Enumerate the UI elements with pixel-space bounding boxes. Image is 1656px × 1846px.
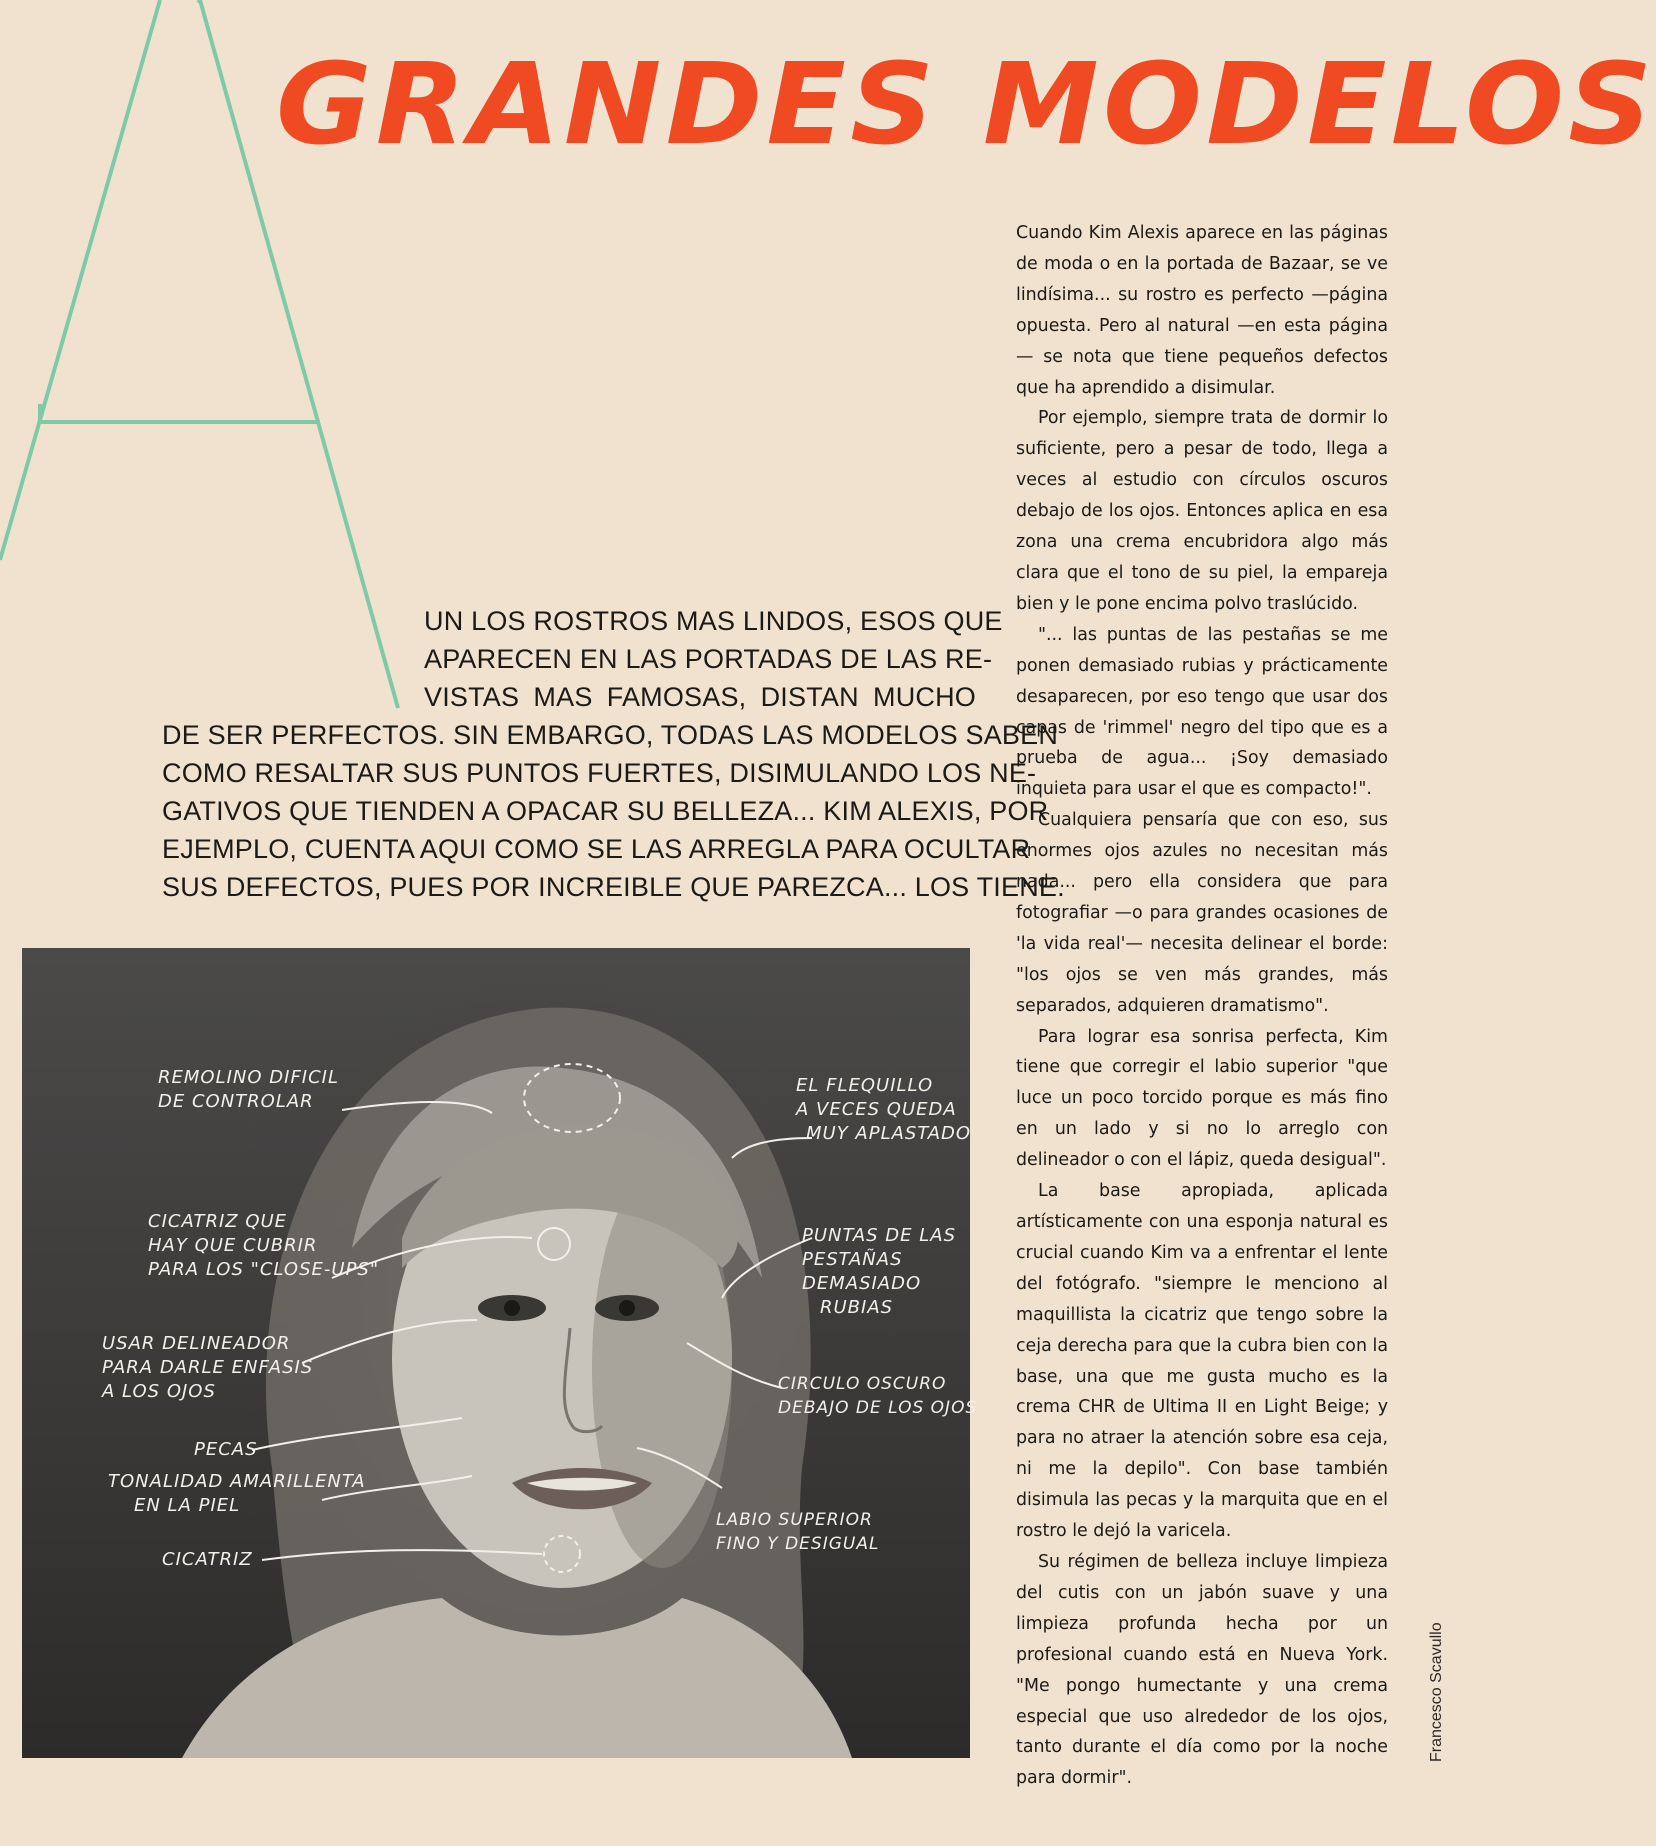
annotation-line: CICATRIZ QUE — [148, 1211, 288, 1232]
annotation-line: PESTAÑAS — [802, 1249, 903, 1270]
body-paragraph: Cuando Kim Alexis aparece en las páginas de moda o en la portada de Bazaar, se ve lindísima... su rostro es perfecto —página opuesta. Pero al natural —en esta página— se nota que tiene pequeños defectos que ha aprendido a disimular. — [1016, 223, 1388, 398]
annotation-lashes — [802, 1224, 956, 1320]
annotation-line: CICATRIZ — [162, 1549, 253, 1570]
annotation-line: PARA LOS "CLOSE-UPS" — [148, 1259, 380, 1280]
annotation-eyeliner — [102, 1332, 313, 1404]
body-paragraph: "... las puntas de las pestañas se me ponen demasiado rubias y prácticamente desaparecen, por eso tengo que usar dos capas de 'rimmel' negro del tipo que es a prueba de agua... ¡Soy demasiado inquieta para usar el que es compacto!". — [1016, 624, 1388, 800]
annotation-line: TONALIDAD AMARILLENTA — [108, 1471, 366, 1492]
annotation-line: HAY QUE CUBRIR — [148, 1235, 318, 1256]
lead-paragraph-full — [162, 716, 1065, 906]
annotation-line: FINO Y DESIGUAL — [716, 1534, 880, 1554]
annotation-line: REMOLINO DIFICIL — [158, 1067, 340, 1088]
body-paragraph: La base apropiada, aplicada artísticamente con una esponja natural es crucial cuando Kim va a enfrentar el lente del fotógrafo. "siempre le menciono al maquillista la cicatriz que tengo sobre la ceja derecha para que la cubra bien con la base, una que me gusta mucho es la crema CHR de Ultima II en Light Beige; y para no atraer la atención sobre esa ceja, ni me la depilo". Con base también disimula las pecas y la marquita que en el rostro le dejó la varicela. — [1016, 1181, 1388, 1542]
lead-line: UN LOS ROSTROS MAS LINDOS, ESOS QUE — [424, 606, 1003, 636]
annotation-upper-lip — [716, 1508, 879, 1556]
model-portrait-photo — [22, 948, 978, 1758]
lead-line: VISTAS MAS FAMOSAS, DISTAN MUCHO — [424, 682, 976, 712]
annotation-line: DEBAJO DE LOS OJOS — [778, 1398, 978, 1418]
right-pupil — [619, 1300, 635, 1316]
annotation-dark-circles — [778, 1372, 977, 1420]
annotation-scar-brow — [148, 1210, 379, 1282]
lead-line: EJEMPLO, CUENTA AQUI COMO SE LAS ARREGLA PARA OCULTAR — [162, 834, 1031, 864]
annotation-line: PUNTAS DE LAS — [802, 1225, 957, 1246]
left-pupil — [504, 1300, 520, 1316]
annotation-line: PECAS — [194, 1439, 258, 1460]
lead-line: GATIVOS QUE TIENDEN A OPACAR SU BELLEZA... KIM ALEXIS, POR — [162, 796, 1049, 826]
annotation-line: RUBIAS — [820, 1297, 894, 1318]
lead-paragraph-short — [424, 602, 1003, 716]
annotation-line: A VECES QUEDA — [796, 1099, 957, 1120]
annotation-line: CIRCULO OSCURO — [778, 1374, 947, 1394]
annotation-line: EL FLEQUILLO — [796, 1075, 934, 1096]
body-paragraph: Cualquiera pensaría que con eso, sus enormes ojos azules no necesitan más nada... pero ella considera que para fotografiar —o para grandes ocasiones de 'la vida real'— necesita delinear el borde: "los ojos se ven más grandes, más separados, adquieren dramatismo". — [1016, 810, 1388, 1016]
annotation-line: PARA DARLE ENFASIS — [102, 1357, 314, 1378]
annotation-line: A LOS OJOS — [102, 1381, 216, 1402]
annotation-scar-chin — [162, 1548, 253, 1572]
annotation-bangs — [796, 1074, 971, 1146]
lead-line: APARECEN EN LAS PORTADAS DE LAS RE- — [424, 644, 993, 674]
annotation-line: DE CONTROLAR — [158, 1091, 314, 1112]
body-paragraph: Su régimen de belleza incluye limpieza del cutis con un jabón suave y una limpieza profunda hecha por un profesional cuando está en Nueva York. "Me pongo humectante y una crema especial que uso alrededor de los ojos, tanto durante el día como por la noche para dormir". — [1016, 1551, 1388, 1789]
annotation-yellow-skin — [108, 1470, 366, 1518]
annotation-freckles — [194, 1438, 258, 1462]
dropcap-left-stroke — [0, 0, 160, 560]
annotation-line: MUY APLASTADO — [806, 1123, 972, 1144]
annotation-line: LABIO SUPERIOR — [716, 1510, 873, 1530]
annotation-line: EN LA PIEL — [134, 1495, 241, 1516]
article-body-column — [1016, 218, 1388, 1794]
annotation-line: DEMASIADO — [802, 1273, 922, 1294]
body-paragraph: Para lograr esa sonrisa perfecta, Kim tiene que corregir el labio superior "que luce un poco torcido porque es más fino en un lado y si no lo arreglo con delineador o con el lápiz, queda desigual". — [1016, 1026, 1388, 1171]
annotation-line: USAR DELINEADOR — [102, 1333, 291, 1354]
annotation-cowlick — [158, 1066, 339, 1114]
lead-line: SUS DEFECTOS, PUES POR INCREIBLE QUE PAREZCA... LOS TIENE. — [162, 872, 1065, 902]
body-paragraph: Por ejemplo, siempre trata de dormir lo suficiente, pero a pesar de todo, llega a veces al estudio con círculos oscuros debajo de los ojos. Entonces aplica en esa zona una crema encubridora algo más clara que el tono de su piel, la empareja bien y le pone encima polvo traslúcido. — [1016, 408, 1388, 614]
lead-line: DE SER PERFECTOS. SIN EMBARGO, TODAS LAS MODELOS SABEN — [162, 720, 1059, 750]
lead-line: COMO RESALTAR SUS PUNTOS FUERTES, DISIMULANDO LOS NE- — [162, 758, 1037, 788]
photo-credit: Francesco Scavullo — [1428, 1622, 1445, 1762]
article-title: GRANDES MODELOS — [276, 40, 1656, 170]
